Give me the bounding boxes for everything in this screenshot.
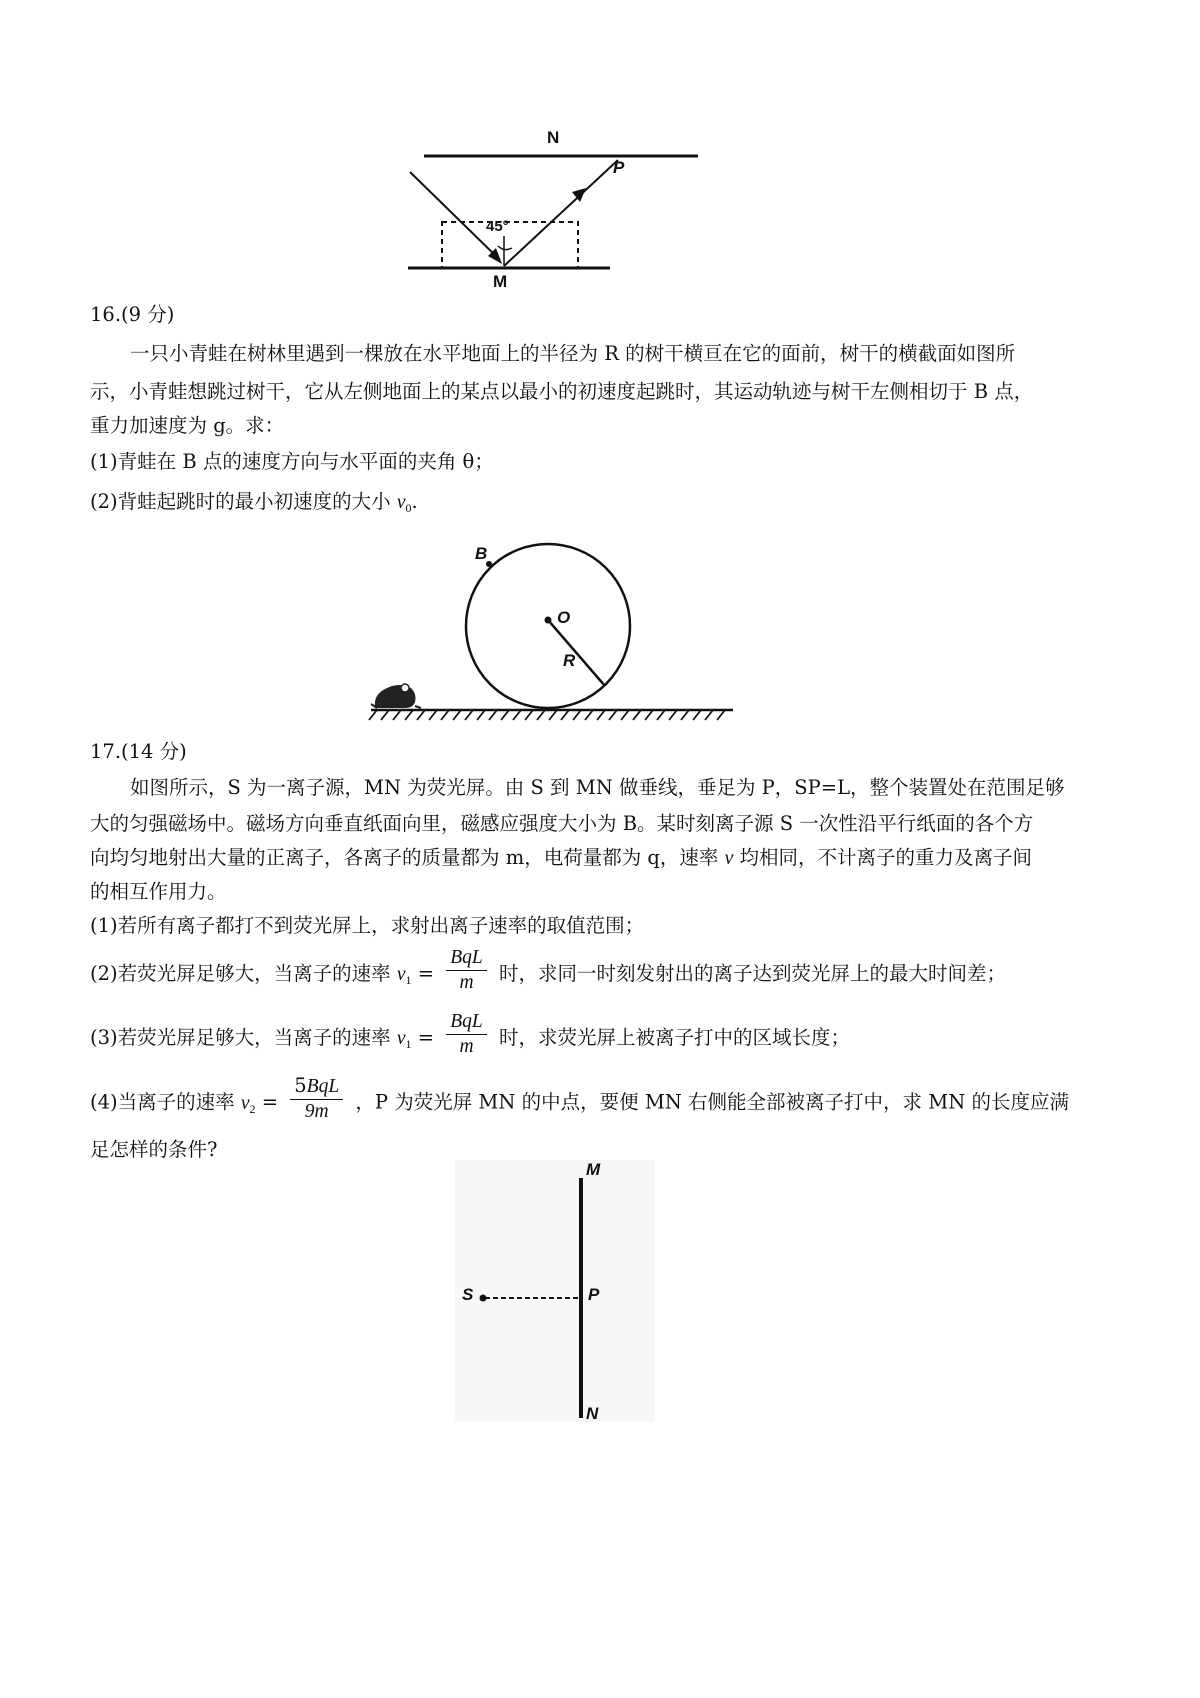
v2-symbol: $v_2$ bbox=[240, 1092, 256, 1116]
fig1-label-angle: 45° bbox=[486, 218, 509, 235]
q16-header: 16.(9 分) bbox=[90, 303, 175, 326]
q17-para-line1: 如图所示，S 为一离子源，MN 为荧光屏。由 S 到 MN 做垂线，垂足为 P，SP=L，整个装置处在范围足够 bbox=[130, 776, 1065, 799]
q16-v0-symbol: $v_0$ bbox=[396, 492, 412, 515]
v1-fraction: $\frac{\text{BqL}}{m}$ bbox=[446, 946, 487, 995]
frog-icon bbox=[371, 684, 421, 708]
fig3-label-p: P bbox=[588, 1285, 600, 1304]
q16-para-line2: 示，小青蛙想跳过树干，它从左侧地面上的某点以最小的初速度起跳时，其运动轨迹与树干左侧相切于 B 点， bbox=[90, 380, 1034, 403]
figure-background bbox=[455, 1160, 655, 1422]
q16-sub2: (2)背蛙起跳时的最小初速度的大小 $v_0$. bbox=[90, 490, 418, 515]
figure-deflection-diagram bbox=[400, 130, 720, 300]
fig3-label-n: N bbox=[586, 1404, 599, 1423]
ground-hatching bbox=[369, 710, 725, 720]
figure-frog-tree bbox=[365, 538, 745, 728]
q17-para-line2: 大的匀强磁场中。磁场方向垂直纸面向里，磁感应强度大小为 B。某时刻离子源 S 一次性沿平行纸面的各个方 bbox=[90, 812, 1034, 835]
q16-sub2-text: (2)背蛙起跳时的最小初速度的大小 bbox=[90, 490, 391, 513]
outgoing-ray bbox=[504, 160, 618, 266]
fig2-label-o: O bbox=[557, 608, 571, 627]
figure-ion-screen bbox=[455, 1160, 655, 1430]
incoming-ray bbox=[410, 172, 500, 260]
v1-symbol-2: $v_1$ bbox=[396, 1028, 412, 1051]
fig1-label-m: M bbox=[493, 272, 508, 291]
q17-v-symbol: v bbox=[724, 848, 734, 869]
fig1-label-p: P bbox=[613, 158, 625, 177]
fig3-label-s: S bbox=[462, 1285, 474, 1304]
v1-symbol: $v_1$ bbox=[396, 964, 412, 987]
source-point-s bbox=[480, 1295, 487, 1302]
q16-para-line3: 重力加速度为 g。求： bbox=[90, 414, 285, 437]
q17-para-line4: 的相互作用力。 bbox=[90, 880, 227, 903]
angle-arc bbox=[498, 246, 512, 250]
radius-line bbox=[548, 620, 605, 686]
q16-para-line1: 一只小青蛙在树林里遇到一棵放在水平地面上的半径为 R 的树干横亘在它的面前，树干的横截面如图所 bbox=[130, 342, 1016, 365]
q17-sub1: (1)若所有离子都打不到荧光屏上，求射出离子速率的取值范围； bbox=[90, 914, 645, 937]
q17-sub4: (4)当离子的速率 $v_2$ = $\frac{\text{5BqL}}{9m}$ ，P 为荧光屏 MN 的中点，要便 MN 右侧能全部被离子打中，求 MN 的长度应满 bbox=[90, 1074, 1069, 1122]
v2-fraction: $\frac{\text{5BqL}}{9m}$ bbox=[290, 1074, 343, 1124]
q17-header: 17.(14 分) bbox=[90, 740, 187, 763]
fig3-label-m: M bbox=[586, 1160, 601, 1179]
tree-trunk-circle bbox=[466, 544, 630, 708]
fig2-label-b: B bbox=[475, 544, 488, 563]
q17-sub2: (2)若荧光屏足够大，当离子的速率 $v_1$ = $\frac{\text{BqL}}{m}$ 时，求同一时刻发射出的离子达到荧光屏上的最大时间差； bbox=[90, 947, 1006, 993]
q16-sub1: (1)青蛙在 B 点的速度方向与水平面的夹角 θ； bbox=[90, 450, 494, 473]
q17-sub3: (3)若荧光屏足够大，当离子的速率 $v_1$ = $\frac{\text{BqL}}{m}$ 时，求荧光屏上被离子打中的区域长度； bbox=[90, 1011, 850, 1057]
q17-para-line3: 向均匀地射出大量的正离子，各离子的质量都为 m，电荷量都为 q，速率 v 均相同，不计离子的重力及离子间 bbox=[90, 846, 1032, 869]
q17-sub4-line2: 足怎样的条件? bbox=[90, 1138, 218, 1161]
fig1-label-n: N bbox=[547, 128, 560, 147]
fig2-label-r: R bbox=[563, 651, 576, 670]
v1-fraction-2: $\frac{\text{BqL}}{m}$ bbox=[446, 1010, 487, 1059]
